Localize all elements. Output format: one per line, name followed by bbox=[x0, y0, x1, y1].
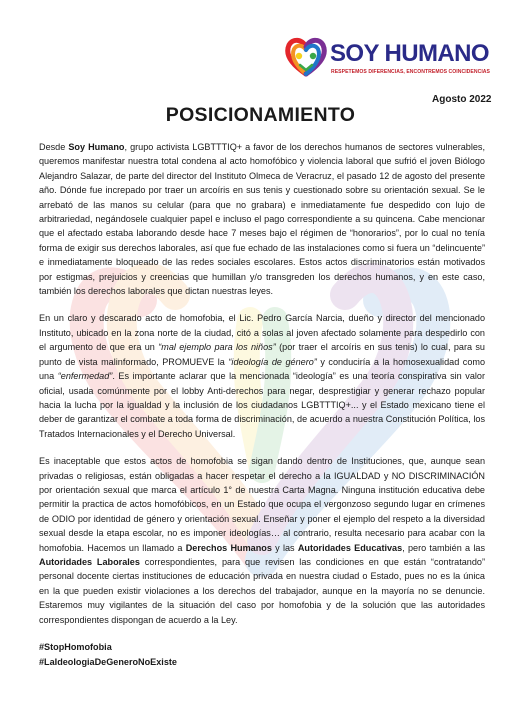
text-run: y las bbox=[271, 542, 298, 553]
text-run: y conduciría a la homosexualidad como una bbox=[39, 356, 486, 382]
bold-text: Derechos Humanos bbox=[185, 542, 272, 553]
italic-text: “enfermedad” bbox=[57, 371, 113, 382]
logo-tagline: RESPETEMOS DIFERENCIAS, ENCONTREMOS COINCIDENCIAS bbox=[331, 69, 490, 75]
bold-text: Soy Humano bbox=[68, 142, 125, 152]
paragraph-2 bbox=[39, 311, 485, 441]
bold-text: Autoridades Laborales bbox=[39, 556, 140, 567]
hashtag[interactable]: #StopHomofobia bbox=[39, 642, 112, 652]
text-run: . Es importante aclarar que la mencionada “ideología” es una teoría conspirativa sin valor oficial, usada comúnmente por el lobby Anti-derechos para negar, desprestigiar y generar rechazo popular hacia la lucha por la igualdad y la inclusión de los ciudadanos LGBTTTIQ+... y el Estado mexicano tiene el deber de garantizar el combate a toda forma de discriminación, de acuerdo a nuestra Constitución Política, los Tratados Internacionales y el Derecho Universal. bbox=[39, 371, 486, 439]
document-body bbox=[39, 140, 485, 670]
text-run: (por traer el arcoíris en sus tenis) lo cual, para su punto de vista malinformado, PROMUEVE la bbox=[39, 342, 485, 367]
rainbow-heart-logo-icon bbox=[283, 34, 329, 80]
text-run: , pero también a las bbox=[402, 542, 485, 553]
italic-text: “ideología de género” bbox=[228, 356, 317, 367]
logo-wordmark: SOY HUMANO bbox=[330, 40, 489, 67]
hashtag-list bbox=[39, 640, 485, 670]
text-run: , grupo activista LGBTTTIQ+ a favor de los derechos humanos de sectores vulnerables, queremos manifestar nuestra total condena al acto homofóbico y violencia laboral que sufrió el joven Biólogo Alejandro Salazar, de parte del director del Instituto Olmeca de Veracruz, el pasado 12 de agosto del presente año. Dónde fue increpado por traer un arcoíris en sus tenis y cuestionado sobre su orientación sexual. Se le arrebató de las manos su celular (para que no grabara) e inmediatamente fue despedido con lujo de arbitrariedad, negándosele cualquier papel e incluso el pago correspondiente a su quincena. Cabe mencionar que el afectado estaba laborando desde hace 7 meses bajo el régimen de “honorarios”, por lo cual no tenía forma de exigir sus derechos laborales, así que fue echado de las instalaciones como si fuera un “delincuente” e inmediatamente bloqueado de las redes sociales escolares. Estos actos discriminatorios están motivados por estigmas, prejuicios y creencias que humillan y/o transgreden los derechos humanos, y en este caso, también los derechos laborales que dictan nuestras leyes. bbox=[39, 142, 485, 297]
text-run: Desde bbox=[39, 142, 69, 152]
soy-humano-logo bbox=[283, 34, 488, 86]
text-run: En un claro y descarado acto de homofobia, el Lic. Pedro García Narcia, dueño y director del mencionado Instituto, ubicado en la zona norte de la ciudad, citó a solas al joven afectado solamente para despedirlo con el argumento de que era un bbox=[39, 313, 485, 353]
paragraph-1 bbox=[39, 140, 485, 298]
text-run: Es inaceptable que estos actos de homofobia se sigan dando dentro de Instituciones, que, aunque sean privadas o religiosas, están obligadas a hacer respetar el derecho a la IGUALDAD y NO DISCRIMINACIÓN por orientación sexual que marca el artículo 1° de nuestra Carta Magna. Ninguna institución educativa debe permitir la practica de actos homofóbicos, en un Estado que ocupa el vergonzoso segundo lugar en crímenes de ODIO por identidad de género y orientación sexual. Enseñar y poner el ejemplo del respeto a la diversidad sexual desde la etapa escolar, no es imponer ideologías… al contrario, resulta necesario para acabar con la homofobia. Hacemos un llamado a bbox=[39, 456, 485, 553]
paragraph-3 bbox=[39, 454, 485, 627]
hashtag[interactable]: #LaIdeologiaDeGeneroNoExiste bbox=[39, 657, 177, 667]
page-title: POSICIONAMIENTO bbox=[165, 104, 356, 126]
bold-text: Autoridades Educativas bbox=[297, 542, 403, 553]
document-date: Agosto 2022 bbox=[432, 94, 492, 105]
text-run: correspondientes, para que revisen las condiciones en que están “contratando” personal docente ciertas instituciones de educación privada en nuestra ciudad o Estado, pues no es la única en la que pueden existir violaciones a los derechos del trabajador, aunque en la mayoría no se denuncie. Estaremos muy vigilantes de la situación del caso por homofobia y de la solución que las autoridades correspondientes dispongan de acuerdo a la Ley. bbox=[39, 556, 485, 625]
italic-text: “mal ejemplo para los niños” bbox=[158, 342, 276, 353]
